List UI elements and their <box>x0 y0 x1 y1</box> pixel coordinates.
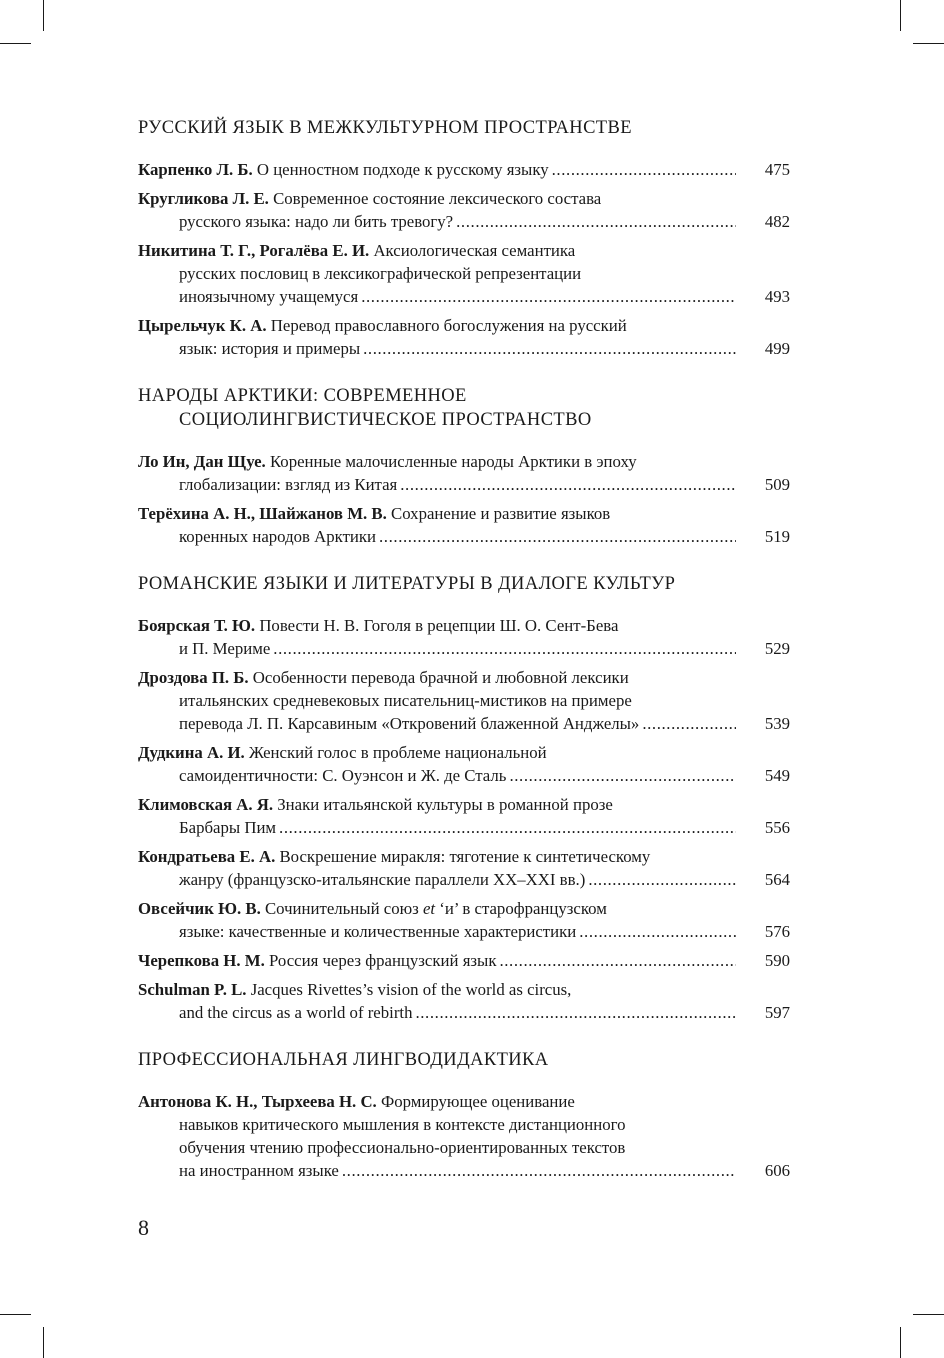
entry-page: 564 <box>764 870 790 889</box>
entry-author: Черепкова Н. М. <box>138 951 265 970</box>
entry-line <box>138 1001 738 1024</box>
entry-line <box>138 1113 738 1136</box>
entry-title-text: Ло Ин, Дан Щуе. Коренные малочисленные народы Арктики в эпоху <box>138 452 637 471</box>
entry-line <box>138 845 738 868</box>
toc-section <box>138 116 790 360</box>
toc-entry <box>138 450 790 496</box>
leader-dots <box>499 949 736 972</box>
entry-line <box>138 239 738 262</box>
entry-line <box>138 816 738 839</box>
entry-line <box>138 978 738 1001</box>
toc-entry <box>138 158 790 181</box>
entry-page: 475 <box>764 160 790 179</box>
entry-line <box>138 764 738 787</box>
entry-author: Антонова К. Н., Тырхеева Н. С. <box>138 1092 377 1111</box>
entry-line <box>138 450 738 473</box>
entry-title-text: русского языка: надо ли бить тревогу? <box>179 212 454 231</box>
section-title <box>138 384 790 432</box>
entry-title-text: самоидентичности: С. Оуэнсон и Ж. де Сталь <box>179 766 507 785</box>
entry-page: 597 <box>764 1003 790 1022</box>
entry-title-text: Никитина Т. Г., Рогалёва Е. И. Аксиологическая семантика <box>138 241 576 260</box>
entry-line <box>138 666 738 689</box>
entry-title-text: Цырельчук К. А. Перевод православного богослужения на русский <box>138 316 627 335</box>
entry-line <box>138 637 738 660</box>
crop-mark <box>43 0 44 31</box>
section-title <box>138 116 790 140</box>
crop-mark <box>0 43 31 44</box>
entry-line <box>138 525 738 548</box>
entry-line <box>138 187 738 210</box>
entry-author: Цырельчук К. А. <box>138 316 267 335</box>
entry-line <box>138 920 738 943</box>
entry-author: Ло Ин, Дан Щуе. <box>138 452 266 471</box>
entry-title-text: Дроздова П. Б. Особенности перевода брачной и любовной лексики <box>138 668 629 687</box>
entry-author: Дудкина А. И. <box>138 743 245 762</box>
entry-title-text: русских пословиц в лексикографической репрезентации <box>179 264 582 283</box>
entry-title-text: язык: история и примеры <box>179 339 361 358</box>
entry-title-text: Кругликова Л. Е. Современное состояние лексического состава <box>138 189 602 208</box>
section-title <box>138 572 790 596</box>
entry-line <box>138 1136 738 1159</box>
entry-title-text: Овсейчик Ю. В. Сочинительный союз et ‘и’ в старофранцузском <box>138 899 607 918</box>
leader-dots <box>279 816 736 839</box>
entry-page: 529 <box>764 639 790 658</box>
table-of-contents <box>138 116 790 1206</box>
leader-dots <box>400 473 736 496</box>
entry-page: 576 <box>764 922 790 941</box>
toc-entry <box>138 978 790 1024</box>
entry-line <box>138 473 738 496</box>
crop-mark <box>913 43 944 44</box>
entry-title-text: навыков критического мышления в контексте дистанционного <box>179 1115 626 1134</box>
leader-dots <box>588 868 736 891</box>
toc-entry <box>138 502 790 548</box>
toc-section <box>138 384 790 548</box>
leader-dots <box>361 285 736 308</box>
page-number: 8 <box>138 1215 149 1240</box>
entry-line <box>138 949 738 972</box>
leader-dots <box>579 920 736 943</box>
entry-author: Боярская Т. Ю. <box>138 616 256 635</box>
toc-entry <box>138 314 790 360</box>
entry-title-text: глобализации: взгляд из Китая <box>179 475 398 494</box>
entry-author: Кругликова Л. Е. <box>138 189 269 208</box>
crop-mark <box>43 1327 44 1358</box>
entry-line <box>138 158 738 181</box>
entry-line <box>138 262 738 285</box>
toc-entry <box>138 614 790 660</box>
leader-dots <box>415 1001 736 1024</box>
toc-entry <box>138 666 790 735</box>
entry-line <box>138 314 738 337</box>
toc-entry <box>138 949 790 972</box>
entry-line <box>138 712 738 735</box>
entry-page: 482 <box>764 212 790 231</box>
entry-title-text: Schulman P. L. Jacques Rivettes’s vision of the world as circus, <box>138 980 572 999</box>
toc-entry <box>138 741 790 787</box>
leader-dots <box>509 764 736 787</box>
entry-title-text: Барбары Пим <box>179 818 277 837</box>
entry-title-text: иноязычному учащемуся <box>179 287 359 306</box>
entry-title-text: and the circus as a world of rebirth <box>179 1003 413 1022</box>
entry-title-text: перевода Л. П. Карсавиным «Откровений блаженной Анджелы» <box>179 714 640 733</box>
entry-author: Овсейчик Ю. В. <box>138 899 261 918</box>
entry-title-text: Климовская А. Я. Знаки итальянской культуры в романной прозе <box>138 795 613 814</box>
section-title-line: РУССКИЙ ЯЗЫК В МЕЖКУЛЬТУРНОМ ПРОСТРАНСТВЕ <box>138 118 632 138</box>
entry-title-text: Дудкина А. И. Женский голос в проблеме национальной <box>138 743 547 762</box>
entry-line <box>138 1090 738 1113</box>
section-title-line: НАРОДЫ АРКТИКИ: СОВРЕМЕННОЕ <box>138 386 467 406</box>
entry-title-text: Боярская Т. Ю. Повести Н. В. Гоголя в рецепции Ш. О. Сент-Бева <box>138 616 619 635</box>
crop-mark <box>900 0 901 31</box>
entry-line <box>138 793 738 816</box>
toc-section <box>138 1048 790 1182</box>
entry-author: Кондратьева Е. А. <box>138 847 276 866</box>
entry-title-text: Черепкова Н. М. Россия через французский язык <box>138 951 497 970</box>
leader-dots <box>342 1159 736 1182</box>
entry-line <box>138 337 738 360</box>
entry-author: Schulman P. L. <box>138 980 247 999</box>
entry-page: 519 <box>764 527 790 546</box>
toc-entry <box>138 239 790 308</box>
entry-page: 606 <box>764 1161 790 1180</box>
section-title-line: СОЦИОЛИНГВИСТИЧЕСКОЕ ПРОСТРАНСТВО <box>179 410 592 430</box>
toc-entry <box>138 1090 790 1182</box>
entry-line <box>138 741 738 764</box>
toc-entry <box>138 897 790 943</box>
section-title-line: РОМАНСКИЕ ЯЗЫКИ И ЛИТЕРАТУРЫ В ДИАЛОГЕ КУЛЬТУР <box>138 574 676 594</box>
entry-author: Карпенко Л. Б. <box>138 160 253 179</box>
entry-page: 590 <box>764 951 790 970</box>
leader-dots <box>273 637 736 660</box>
entry-title-text: и П. Мериме <box>179 639 271 658</box>
entry-author: Дроздова П. Б. <box>138 668 249 687</box>
entry-line <box>138 614 738 637</box>
entry-title-text: обучения чтению профессионально-ориентированных текстов <box>179 1138 626 1157</box>
entry-line <box>138 897 738 920</box>
entry-title-text: на иностранном языке <box>179 1161 339 1180</box>
entry-page: 556 <box>764 818 790 837</box>
entry-page: 499 <box>764 339 790 358</box>
section-title <box>138 1048 790 1072</box>
entry-page: 549 <box>764 766 790 785</box>
leader-dots <box>552 158 736 181</box>
toc-entry <box>138 187 790 233</box>
entry-title-text: Кондратьева Е. А. Воскрешение миракля: тяготение к синтетическому <box>138 847 651 866</box>
toc-section <box>138 572 790 1024</box>
leader-dots <box>642 712 736 735</box>
entry-title-text: Карпенко Л. Б. О ценностном подходе к русскому языку <box>138 160 549 179</box>
crop-mark <box>913 1314 944 1315</box>
entry-page: 539 <box>764 714 790 733</box>
entry-page: 493 <box>764 287 790 306</box>
entry-title-text: коренных народов Арктики <box>179 527 377 546</box>
entry-line <box>138 689 738 712</box>
entry-page: 509 <box>764 475 790 494</box>
section-title-line: ПРОФЕССИОНАЛЬНАЯ ЛИНГВОДИДАКТИКА <box>138 1050 549 1070</box>
entry-author: Климовская А. Я. <box>138 795 274 814</box>
entry-line <box>138 1159 738 1182</box>
entry-line <box>138 502 738 525</box>
entry-title-text: итальянских средневековых писательниц-мистиков на примере <box>179 691 632 710</box>
entry-title-text: Антонова К. Н., Тырхеева Н. С. Формирующее оценивание <box>138 1092 575 1111</box>
entry-line <box>138 868 738 891</box>
entry-author: Никитина Т. Г., Рогалёва Е. И. <box>138 241 370 260</box>
entry-line <box>138 285 738 308</box>
entry-title-text: жанру (французско-итальянские параллели XX–XXI вв.) <box>179 870 586 889</box>
toc-entry <box>138 793 790 839</box>
entry-title-text: языке: качественные и количественные характеристики <box>179 922 577 941</box>
leader-dots <box>456 210 736 233</box>
entry-author: Терёхина А. Н., Шайжанов М. В. <box>138 504 387 523</box>
toc-entry <box>138 845 790 891</box>
leader-dots <box>379 525 736 548</box>
entry-title-text: Терёхина А. Н., Шайжанов М. В. Сохранение и развитие языков <box>138 504 611 523</box>
crop-mark <box>0 1314 31 1315</box>
entry-line <box>138 210 738 233</box>
crop-mark <box>900 1327 901 1358</box>
leader-dots <box>363 337 736 360</box>
